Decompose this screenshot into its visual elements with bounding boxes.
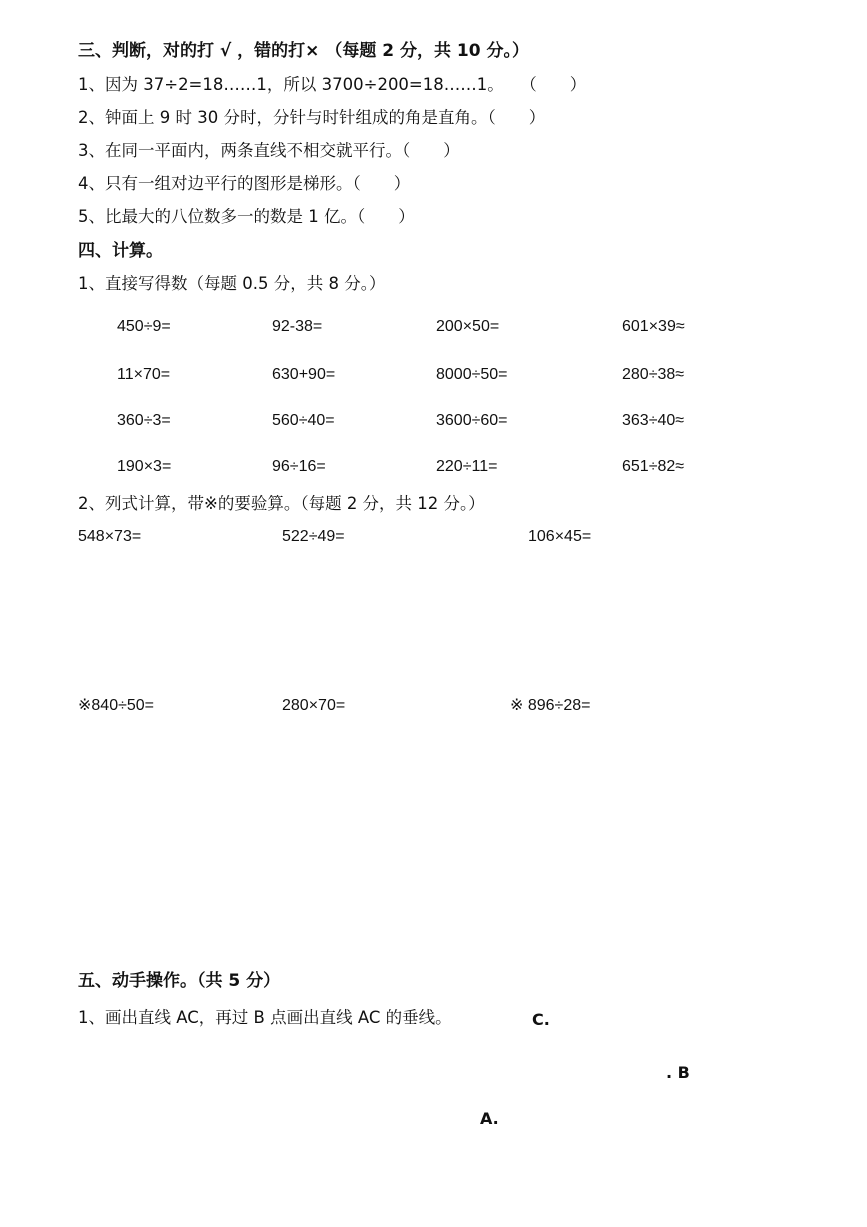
judge-item-4: 4、只有一组对边平行的图形是梯形。（ ） [78, 174, 411, 193]
section-3-heading: 三、判断，对的打 √ ，错的打× （每题 2 分，共 10 分。） [78, 41, 529, 61]
point-b: . B [666, 1063, 690, 1082]
calc-item: 360÷3= [117, 412, 171, 429]
written-calc-item: 106×45= [528, 528, 592, 545]
calc-item: 450÷9= [117, 318, 171, 335]
section-5-heading: 五、动手操作。（共 5 分） [78, 971, 281, 991]
calc-item: 220÷11= [436, 458, 498, 475]
calc-item: 280÷38≈ [622, 366, 685, 383]
calc-item: 560÷40= [272, 412, 335, 429]
calc-item: 3600÷60= [436, 412, 508, 429]
calc-item: 96÷16= [272, 458, 326, 475]
calc-item: 11×70= [117, 366, 171, 383]
calc-q1-title: 1、直接写得数（每题 0.5 分，共 8 分。） [78, 274, 386, 293]
written-calc-item: 548×73= [78, 528, 142, 545]
judge-item-2: 2、钟面上 9 时 30 分时，分针与时针组成的角是直角。（ ） [78, 108, 546, 127]
section-4-heading: 四、计算。 [78, 241, 163, 261]
calc-q2-title: 2、列式计算，带※的要验算。（每题 2 分，共 12 分。） [78, 494, 485, 513]
calc-item: 601×39≈ [622, 318, 685, 335]
calc-item: 8000÷50= [436, 366, 508, 383]
judge-item-1: 1、因为 37÷2=18……1，所以 3700÷200=18……1。 （ ） [78, 75, 587, 94]
judge-item-3: 3、在同一平面内，两条直线不相交就平行。（ ） [78, 141, 460, 160]
draw-q1: 1、画出直线 AC，再过 B 点画出直线 AC 的垂线。 [78, 1008, 452, 1027]
calc-item: 363÷40≈ [622, 412, 685, 429]
calc-item: 630+90= [272, 366, 336, 383]
calc-item: 651÷82≈ [622, 458, 685, 475]
calc-item: 200×50= [436, 318, 500, 335]
judge-item-5: 5、比最大的八位数多一的数是 1 亿。（ ） [78, 207, 415, 226]
point-a: A. [480, 1109, 499, 1128]
written-calc-item: 280×70= [282, 697, 346, 714]
written-calc-item: 522÷49= [282, 528, 345, 545]
written-calc-item: ※ 896÷28= [510, 697, 591, 714]
point-c: C. [532, 1010, 550, 1029]
calc-item: 190×3= [117, 458, 172, 475]
calc-item: 92-38= [272, 318, 323, 335]
written-calc-item: ※840÷50= [78, 697, 155, 714]
